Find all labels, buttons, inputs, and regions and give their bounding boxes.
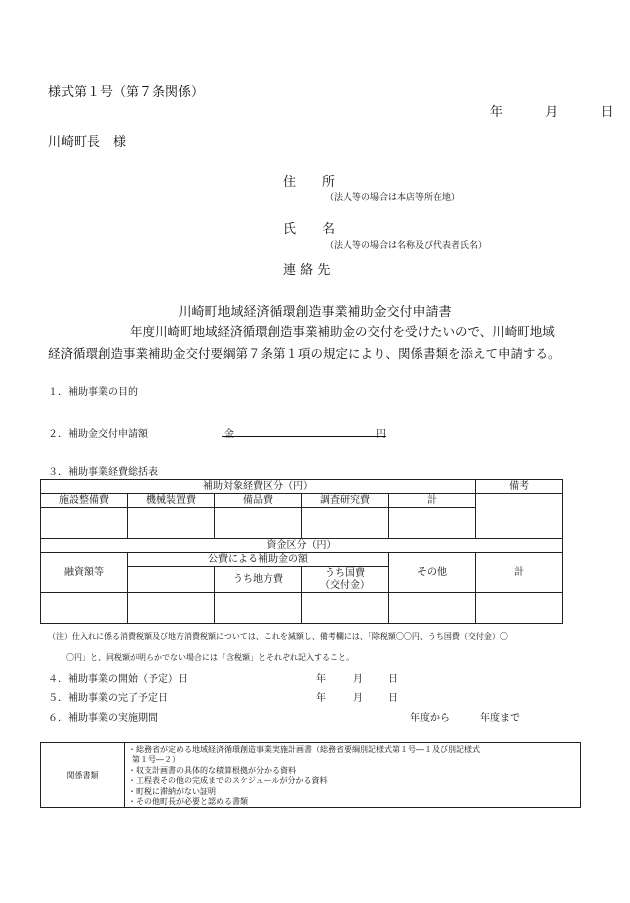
document-item: ・その他町長が必要と認める書類 [128,796,248,806]
contact-label: 連 絡 先 [283,263,331,278]
document-title: 川崎町地域経済循環創造事業補助金交付申請書 [178,305,452,320]
col-research: 調査研究費 [302,494,389,508]
remarks-cell[interactable] [476,494,563,539]
amount-underline [222,436,386,437]
date-line [490,101,614,120]
name-note: （法人等の場合は名称及び代表者氏名） [325,241,488,251]
address-note: （法人等の場合は本店等所在地） [325,193,461,203]
start-day: 日 [388,674,398,685]
item-3-summary: ３．補助事業経費総括表 [48,467,158,478]
cell-loan[interactable] [41,593,128,624]
form-number: 様式第１号（第７条関係） [48,85,205,100]
item-6-period: ６．補助事業の実施期間 [48,713,158,724]
amount-prefix: 金 [224,429,234,440]
remarks-header: 備考 [476,480,563,494]
cell-equipment[interactable] [215,508,302,539]
cell-other[interactable] [389,593,476,624]
col-facility: 施設整備費 [41,494,128,508]
loan-label: 融資額等 [41,553,128,593]
cell-facility[interactable] [41,508,128,539]
cell-local[interactable] [215,593,302,624]
national-label-line-1: うち国費 [325,567,365,579]
funding-total-label: 計 [476,553,563,593]
cell-funding-total[interactable] [476,593,563,624]
expense-group-header: 補助対象経費区分（円） [41,480,476,494]
public-subsidy-label: 公費による補助金の額 [128,553,389,567]
local-label: うち地方費 [215,567,302,593]
other-label: その他 [389,553,476,593]
document-item: ・工程表その他の完成までのスケジュールが分かる資料 [128,776,328,786]
cell-public[interactable] [128,593,215,624]
addressee: 川崎町長 様 [48,135,127,150]
documents-list-cell [125,743,581,808]
expense-summary-table [40,479,563,624]
national-label [302,567,389,593]
item-5-end: ５．補助事業の完了予定日 [48,693,168,704]
end-year: 年 [316,693,326,704]
start-month: 月 [353,674,363,685]
item-1-purpose: １．補助事業の目的 [48,387,138,398]
item-4-start: ４．補助事業の開始（予定）日 [48,674,188,685]
period-to: 年度まで [480,713,520,724]
cell-research[interactable] [302,508,389,539]
amount-suffix: 円 [376,429,386,440]
national-label-line-2: （交付金） [320,579,370,591]
documents-list [128,745,580,807]
cell-national[interactable] [302,593,389,624]
cell-machinery[interactable] [128,508,215,539]
document-item: ・町税に滞納がない証明 [128,786,216,796]
item-2-amount: ２．補助金交付申請額 [48,429,148,440]
name-label: 氏 名 [283,222,336,237]
document-item: ・総務省が定める地域経済循環創造事業実施計画書（総務省要綱別記様式第１号―１及び別記様式 [128,745,480,754]
col-total: 計 [389,494,476,508]
end-month: 月 [353,693,363,704]
note-line-2: 〇円」と、同税額が明らかでない場合には「含税額」とそれぞれ記入すること。 [66,653,354,662]
note-line-1: （注）仕入れに係る消費税額及び地方消費税額については、これを減額し、備考欄には、「除税額〇〇円、うち国費（交付金）〇 [48,632,508,641]
documents-label: 関係書類 [41,743,125,808]
document-item: ・収支計画書の具体的な積算根拠が分かる資料 [128,765,296,775]
col-equipment: 備品費 [215,494,302,508]
date-day: 日 [600,105,614,120]
col-machinery: 機械装置費 [128,494,215,508]
date-year: 年 [490,105,504,120]
date-month: 月 [545,105,559,120]
address-label: 住 所 [283,175,336,190]
end-day: 日 [388,693,398,704]
body-line-1: 年度川崎町地域経済循環創造事業補助金の交付を受けたいので、川崎町地域 [130,324,555,339]
start-year: 年 [316,674,326,685]
period-from: 年度から [410,713,450,724]
document-item: 第１号―２） [132,755,180,765]
public-blank-cell [128,567,215,593]
funding-group-header: 資金区分（円） [41,539,563,553]
cell-total[interactable] [389,508,476,539]
body-line-2: 経済循環創造事業補助金交付要綱第７条第１項の規定により、関係書類を添えて申請する。 [48,346,561,361]
related-documents-table [40,742,581,808]
